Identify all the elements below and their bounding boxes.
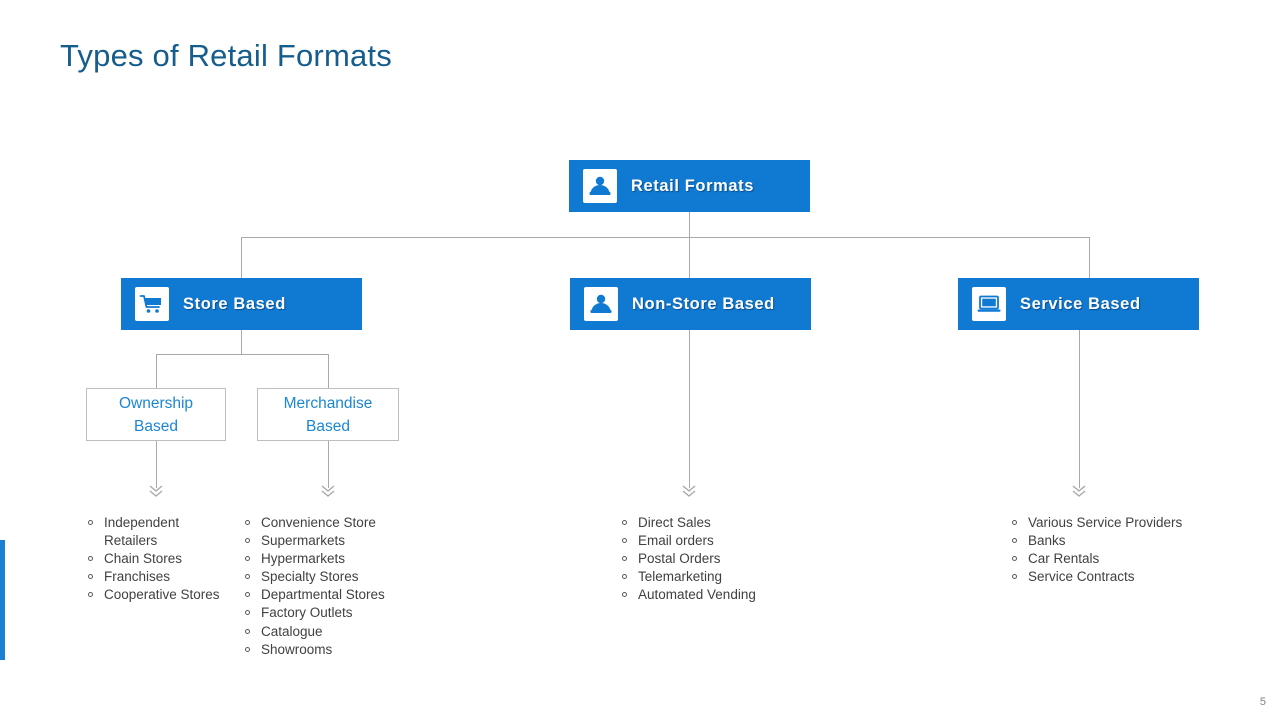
bullet-list: [620, 514, 800, 604]
subnode-label-line2: Based: [306, 417, 350, 435]
list-item: Specialty Stores: [243, 568, 408, 586]
list-item: Hypermarkets: [243, 550, 408, 568]
list-item: Cooperative Stores: [86, 586, 236, 604]
subnode-ownership-based[interactable]: [86, 388, 226, 441]
list-item: Factory Outlets: [243, 604, 408, 622]
list-item: Catalogue: [243, 623, 408, 641]
node-label: Store Based: [183, 294, 286, 313]
page-title: Types of Retail Formats: [60, 38, 392, 73]
subnode-merchandise-based[interactable]: [257, 388, 399, 441]
bullet-list: [86, 514, 236, 603]
bullet-list: [243, 514, 408, 658]
list-merchandise-based: [243, 514, 408, 659]
laptop-icon: [972, 287, 1006, 321]
connector-bus-horizontal: [241, 237, 1089, 238]
list-item: Telemarketing: [620, 568, 800, 586]
subnode-label-line1: Ownership: [118, 394, 194, 412]
list-item: Franchises: [86, 568, 236, 586]
list-item: Automated Vending: [620, 586, 800, 604]
subnode-label-line1: Merchandise: [283, 394, 373, 412]
connector-merchandise-down: [328, 441, 329, 488]
connector-store-down: [241, 330, 242, 354]
chevron-down-icon: [1071, 485, 1087, 499]
list-item: Service Contracts: [1010, 568, 1185, 586]
list-service-based: [1010, 514, 1185, 586]
node-non-store-based[interactable]: [570, 278, 811, 330]
list-item: Various Service Providers: [1010, 514, 1185, 532]
node-label: Non-Store Based: [632, 294, 775, 313]
node-retail-formats[interactable]: [569, 160, 810, 212]
connector-store-sub-bus: [156, 354, 328, 355]
chevron-down-icon: [681, 485, 697, 499]
page-number: 5: [1259, 696, 1266, 708]
connector-service-down: [1079, 330, 1080, 488]
list-item: Convenience Store: [243, 514, 408, 532]
list-item: Direct Sales: [620, 514, 800, 532]
connector-bus-to-nonstore: [689, 237, 690, 278]
node-label: Service Based: [1020, 294, 1141, 313]
connector-nonstore-down: [689, 330, 690, 488]
list-item: Email orders: [620, 532, 800, 550]
chevron-down-icon: [148, 485, 164, 499]
list-item: Showrooms: [243, 641, 408, 659]
list-item: Independent Retailers: [86, 514, 236, 549]
node-store-based[interactable]: [121, 278, 362, 330]
connector-root-down: [689, 212, 690, 237]
retail-person-icon: [583, 169, 617, 203]
connector-bus-to-store: [241, 237, 242, 278]
node-label: Retail Formats: [631, 176, 755, 195]
list-item: Chain Stores: [86, 550, 236, 568]
list-item: Car Rentals: [1010, 550, 1185, 568]
list-non-store-based: [620, 514, 800, 604]
connector-bus-to-service: [1089, 237, 1090, 278]
chevron-down-icon: [320, 485, 336, 499]
subnode-label-line2: Based: [134, 417, 178, 435]
connector-ownership-down: [156, 441, 157, 488]
list-ownership-based: [86, 514, 236, 604]
list-item: Banks: [1010, 532, 1185, 550]
connector-to-ownership: [156, 354, 157, 388]
list-item: Departmental Stores: [243, 586, 408, 604]
retail-person-icon: [584, 287, 618, 321]
shopping-cart-icon: [135, 287, 169, 321]
list-item: Postal Orders: [620, 550, 800, 568]
list-item: Supermarkets: [243, 532, 408, 550]
left-accent-bar: [0, 540, 5, 660]
bullet-list: [1010, 514, 1185, 586]
connector-to-merchandise: [328, 354, 329, 388]
node-service-based[interactable]: [958, 278, 1199, 330]
